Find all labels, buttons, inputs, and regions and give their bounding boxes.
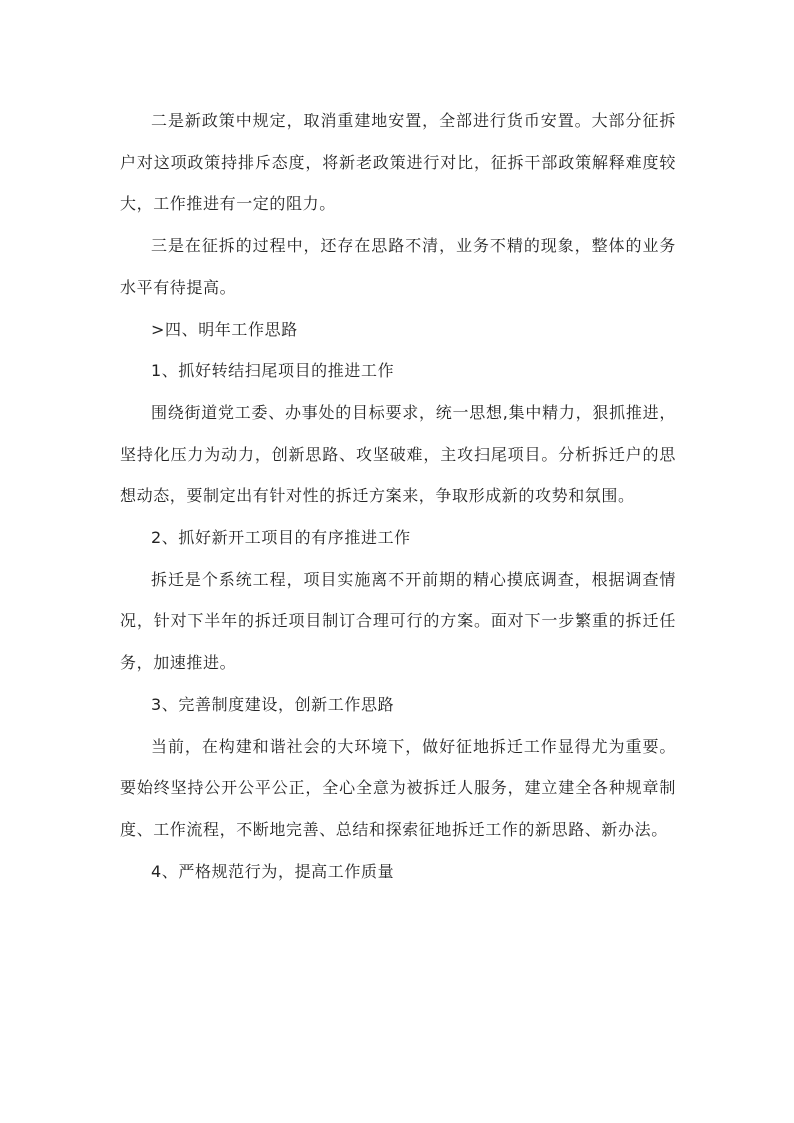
paragraph-problem-2: 二是新政策中规定，取消重建地安置，全部进行货币安置。大部分征拆户对这项政策持排斥态度，将新老政策进行对比，征拆干部政策解释难度较大，工作推进有一定的阻力。 [120, 111, 676, 214]
paragraph-problem-3: 三是在征拆的过程中，还存在思路不清，业务不精的现象，整体的业务水平有待提高。 [120, 236, 676, 297]
subheading-1: 1、抓好转结扫尾项目的推进工作 [151, 361, 395, 381]
paragraph-3: 当前，在构建和谐社会的大环境下，做好征地拆迁工作显得尤为重要。要始终坚持公开公平公正，全心全意为被拆迁人服务，建立建全各种规章制度、工作流程，不断地完善、总结和探索征地拆迁工作的新思路、新办法。 [120, 736, 676, 839]
subheading-2: 2、抓好新开工项目的有序推进工作 [151, 528, 411, 548]
section-heading-next-year: >四、明年工作思路 [151, 319, 298, 339]
paragraph-2: 拆迁是个系统工程，项目实施离不开前期的精心摸底调查，根据调查情况，针对下半年的拆迁项目制订合理可行的方案。面对下一步繁重的拆迁任务，加速推进。 [120, 569, 676, 673]
document-body [120, 100, 676, 892]
subheading-4: 4、严格规范行为，提高工作质量 [151, 861, 395, 881]
paragraph-1: 围绕街道党工委、办事处的目标要求，统一思想,集中精力，狠抓推进，坚持化压力为动力，创新思路、攻坚破难，主攻扫尾项目。分析拆迁户的思想动态，要制定出有针对性的拆迁方案来，争取形成新的攻势和氛围。 [120, 402, 676, 506]
subheading-3: 3、完善制度建设，创新工作思路 [151, 694, 395, 714]
